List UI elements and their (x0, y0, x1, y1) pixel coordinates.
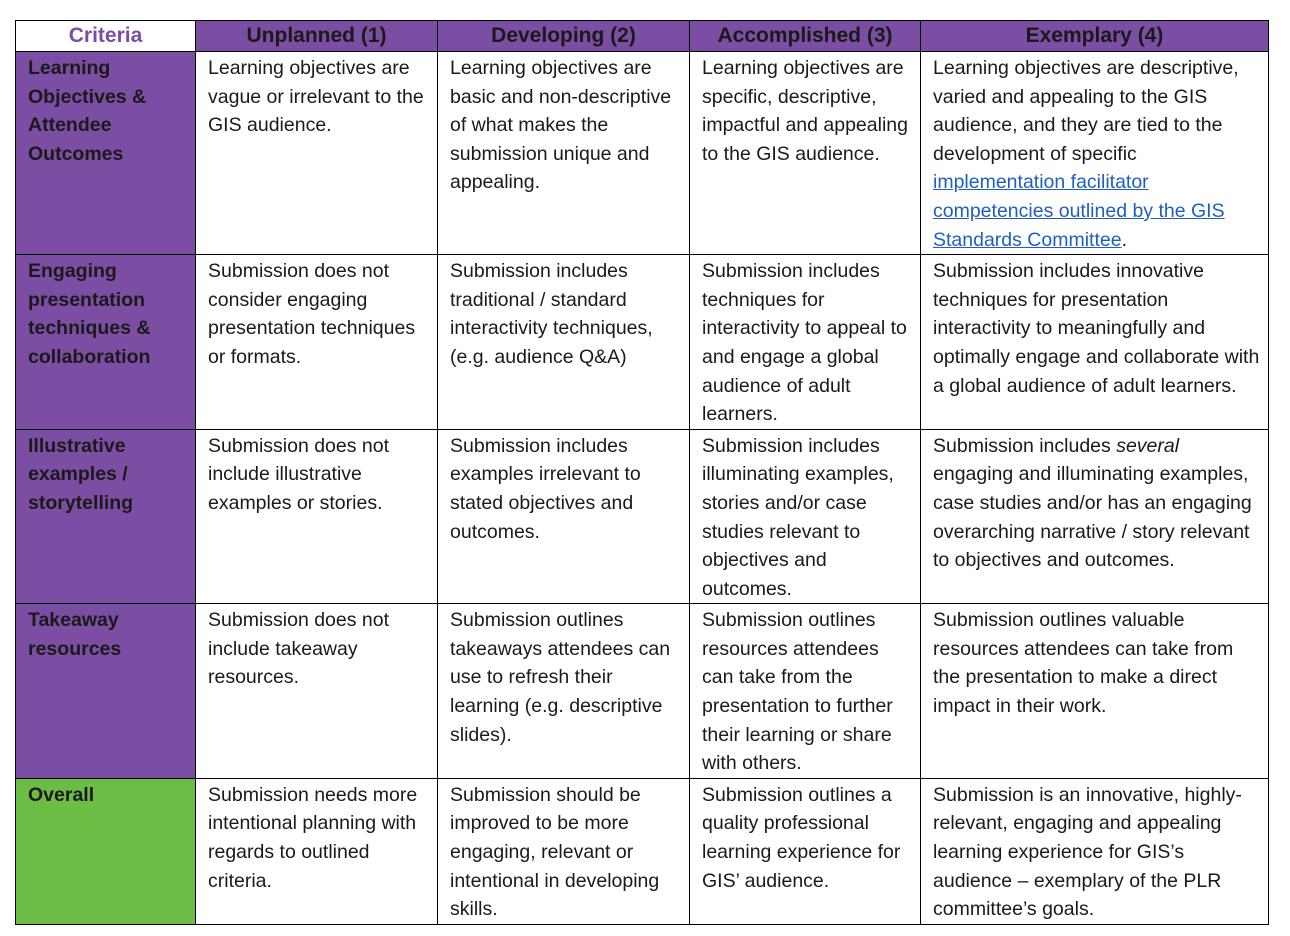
header-criteria-label: Criteria (68, 24, 143, 47)
header-unplanned: Unplanned (1) (196, 21, 438, 52)
header-row (16, 21, 1269, 52)
criterion-engaging-presentation: Engaging presentation techniques & collaboration (16, 255, 196, 430)
exemplary-text-before: Submission includes (933, 434, 1117, 457)
cell-accomplished: Submission includes techniques for interactivity to appeal to and engage a global audience of adult learners. (690, 255, 921, 430)
cell-developing: Learning objectives are basic and non-descriptive of what makes the submission unique and appealing. (438, 52, 690, 255)
row-engaging-presentation (16, 255, 1269, 430)
cell-developing: Submission outlines takeaways attendees can use to refresh their learning (e.g. descriptive slides). (438, 604, 690, 779)
cell-developing: Submission should be improved to be more engaging, relevant or intentional in developing skills. (438, 778, 690, 924)
row-learning-objectives (16, 52, 1269, 255)
cell-accomplished: Submission outlines resources attendees can take from the presentation to further their learning or share with others. (690, 604, 921, 779)
cell-accomplished: Submission includes illuminating examples, stories and/or case studies relevant to objectives and outcomes. (690, 429, 921, 604)
cell-exemplary: Submission includes innovative techniques for presentation interactivity to meaningfully and optimally engage and collaborate with a global audience of adult learners. (921, 255, 1269, 430)
cell-accomplished: Learning objectives are specific, descriptive, impactful and appealing to the GIS audience. (690, 52, 921, 255)
row-overall (16, 778, 1269, 924)
cell-developing: Submission includes traditional / standard interactivity techniques, (e.g. audience Q&A) (438, 255, 690, 430)
cell-unplanned: Submission does not consider engaging presentation techniques or formats. (196, 255, 438, 430)
criterion-learning-objectives: Learning Objectives & Attendee Outcomes (16, 52, 196, 255)
cell-accomplished: Submission outlines a quality professional learning experience for GIS’ audience. (690, 778, 921, 924)
exemplary-text-after: engaging and illuminating examples, case studies and/or has an engaging overarching narrative / story relevant to objectives and outcomes. (933, 463, 1252, 572)
cell-exemplary: Submission outlines valuable resources attendees can take from the presentation to make a direct impact in their work. (921, 604, 1269, 779)
header-accomplished: Accomplished (3) (690, 21, 921, 52)
cell-unplanned: Learning objectives are vague or irrelevant to the GIS audience. (196, 52, 438, 255)
exemplary-emphasis: several (1116, 434, 1180, 457)
row-illustrative-examples (16, 429, 1269, 604)
header-criteria (16, 21, 196, 52)
criterion-illustrative-examples: Illustrative examples / storytelling (16, 429, 196, 604)
rubric-table (15, 20, 1269, 925)
criterion-takeaway-resources: Takeaway resources (16, 604, 196, 779)
cell-unplanned: Submission does not include illustrative examples or stories. (196, 429, 438, 604)
cell-exemplary (921, 429, 1269, 604)
cell-exemplary: Submission is an innovative, highly-relevant, engaging and appealing learning experience for GIS’s audience – exemplary of the PLR committee’s goals. (921, 778, 1269, 924)
cell-unplanned: Submission needs more intentional planning with regards to outlined criteria. (196, 778, 438, 924)
gis-standards-link[interactable]: implementation facilitator competencies outlined by the GIS Standards Committee (933, 171, 1225, 251)
cell-unplanned: Submission does not include takeaway resources. (196, 604, 438, 779)
cell-exemplary (921, 52, 1269, 255)
cell-developing: Submission includes examples irrelevant to stated objectives and outcomes. (438, 429, 690, 604)
exemplary-text-after: . (1121, 228, 1128, 251)
exemplary-text-before: Learning objectives are descriptive, varied and appealing to the GIS audience, and they are tied to the development of specific (933, 57, 1239, 165)
criterion-overall: Overall (16, 778, 196, 924)
row-takeaway-resources (16, 604, 1269, 779)
header-exemplary: Exemplary (4) (921, 21, 1269, 52)
header-developing: Developing (2) (438, 21, 690, 52)
